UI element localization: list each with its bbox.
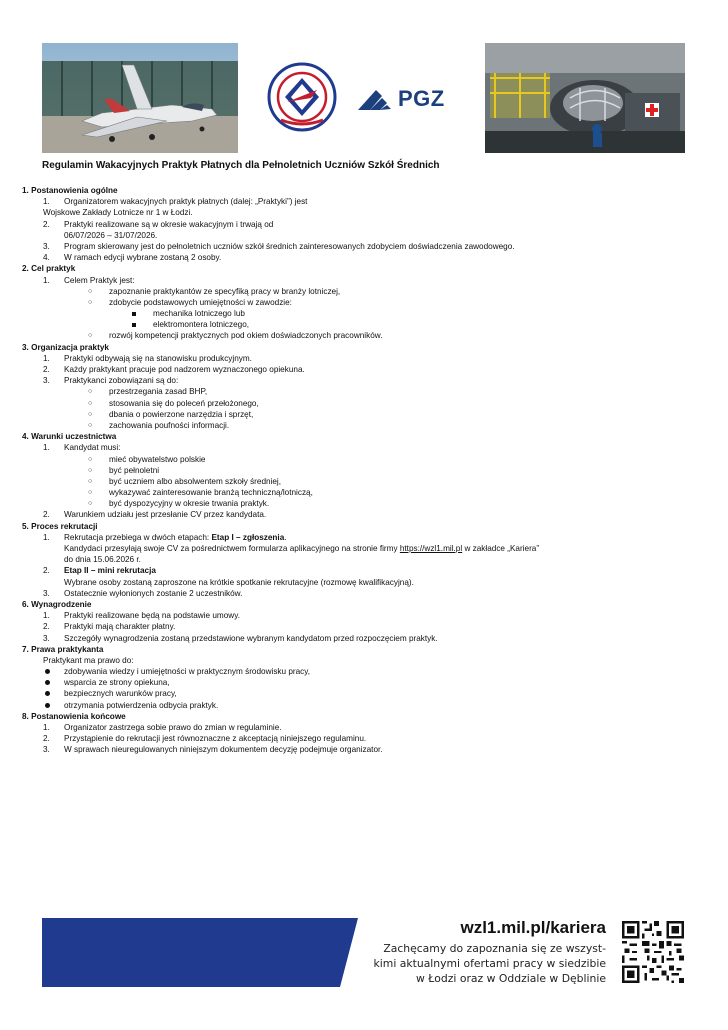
dot-bullet-icon [45,691,50,696]
item-number: 1. [43,197,50,207]
list-item: 3. Program skierowany jest do pełnoletnich uczniów szkół średnich zainteresowanych zdobyciem doświadczenia zawodowego. [43,241,515,251]
pgz-wordmark: PGZ [398,86,445,111]
sub-list-item: ○ rozwój kompetencji praktycznych pod okiem doświadczonych pracowników. [88,331,383,341]
circle-bullet-icon: ○ [88,455,93,463]
sub-list-item: ○ dbania o powierzone narzędzia i sprzęt, [88,409,254,419]
circle-bullet-icon: ○ [88,500,93,508]
list-item-continuation: do dnia 15.06.2026 r. [64,555,141,565]
pgz-logo [356,84,461,114]
list-item: 2. Praktyki realizowane są w okresie wakacyjnym i trwają od [43,219,274,229]
company-website-link[interactable]: https://wzl1.mil.pl [399,544,463,553]
item-number: 3. [43,633,50,643]
list-item-continuation: Wojskowe Zakłady Lotnicze nr 1 w Łodzi. [43,208,193,218]
item-number: 4. [43,253,50,263]
banner-shape [42,918,358,987]
sub-list-item: ○ wykazywać zainteresowanie branżą techniczną/lotniczą, [88,488,313,498]
list-item: 1. Organizator zastrzega sobie prawo do zmian w regulaminie. [43,723,282,732]
circle-bullet-icon: ○ [88,489,93,497]
bullet-item: otrzymania potwierdzenia odbycia praktyk. [22,700,702,711]
list-item: 1. Rekrutacja przebiega w dwóch etapach: Etap I – zgłoszenia. [43,532,287,542]
section-heading: 2. Cel praktyk [22,264,76,274]
section-heading: 3. Organizacja praktyk [22,342,109,352]
item-number: 3. [43,241,50,251]
stage-one-label: Etap I – zgłoszenia [211,532,285,542]
list-item: 3. Szczegóły wynagrodzenia zostaną przedstawione wybranym kandydatom przed rozpoczęciem praktyk. [43,633,438,643]
aircraft-photo [42,43,238,153]
footer-line: w Łodzi oraz w Oddziale w Dęblinie [415,972,606,985]
list-item [22,565,702,576]
list-item: 1. Praktyki realizowane będą na podstawie umowy. [43,611,240,621]
item-number: 2. [43,566,50,576]
item-number: 3. [43,745,50,755]
circle-bullet-icon: ○ [88,388,93,396]
footer-line: Zachęcamy do zapoznania się ze wszyst- [383,942,606,955]
section-heading: 8. Postanowienia końcowe [22,711,126,721]
sub-list-item: ○ być pełnoletni [88,465,160,475]
wzl-emblem-logo [267,62,337,132]
dot-bullet-icon [45,703,50,708]
circle-bullet-icon: ○ [88,399,93,407]
list-item: 2. Każdy praktykant pracuje pod nadzorem wyznaczonego opiekuna. [43,365,305,374]
list-item: 3. W sprawach nieuregulowanych niniejszym dokumentem decyzję podejmuje organizator. [43,745,383,755]
footer-line: kimi aktualnymi ofertami pracy w siedzibie [373,957,606,970]
item-number: 2. [43,219,50,229]
list-item: 1. Praktyki odbywają się na stanowisku produkcyjnym. [43,353,252,363]
engine-workshop-photo [485,43,685,153]
item-number: 3. [43,376,50,386]
list-item-continuation: 06/07/2026 – 31/07/2026. [64,230,158,240]
careers-url[interactable]: wzl1.mil.pl/kariera [460,918,606,937]
bullet-item: zdobywania wiedzy i umiejętności w praktycznym środowisku pracy, [22,666,702,677]
rights-intro: Praktykant ma prawo do: [43,655,134,665]
sub-list-item: ○ przestrzegania zasad BHP, [88,387,208,397]
item-number: 2. [43,622,50,632]
sub-list-item: ○ mieć obywatelstwo polskie [88,454,206,464]
sub-list-item: ○ zdobycie podstawowych umiejętności w zawodzie: [88,297,292,307]
pgz-mark-icon [356,86,394,112]
item-number: 1. [43,275,50,285]
item-number: 2. [43,734,50,744]
sub-list-item: ○ być uczniem albo absolwentem szkoły średniej, [88,476,282,486]
item-number: 1. [43,723,50,732]
section-heading: 6. Wynagrodzenie [22,599,92,609]
document-title: Regulamin Wakacyjnych Praktyk Płatnych dla Pełnoletnich Uczniów Szkół Średnich [42,160,440,171]
list-item: 1. Organizatorem wakacyjnych praktyk płatnych (dalej: „Praktyki”) jest [43,197,308,207]
item-number: 1. [43,443,50,453]
list-item: 4. W ramach edycji wybrane zostaną 2 osoby. [43,253,222,263]
item-number: 3. [43,588,50,598]
list-item: 1. Kandydat musi: [43,443,121,453]
circle-bullet-icon: ○ [88,298,93,306]
section-heading: 4. Warunki uczestnictwa [22,432,117,442]
section-heading: 1. Postanowienia ogólne [22,186,118,195]
stage-two-label: Etap II – mini rekrutacja [64,566,156,576]
item-number: 1. [43,611,50,621]
circle-bullet-icon: ○ [88,332,93,340]
square-bullet-icon [132,312,136,316]
circle-bullet-icon: ○ [88,466,93,474]
sub-list-item: ○ stosowania się do poleceń przełożonego, [88,398,259,408]
square-bullet-icon [132,323,136,327]
qr-code[interactable] [622,921,684,983]
circle-bullet-icon: ○ [88,421,93,429]
item-number: 1. [43,532,50,542]
list-item: 2. Warunkiem udziału jest przesłanie CV przez kandydata. [43,510,267,520]
sub-list-item: ○ zapoznanie praktykantów ze specyfiką pracy w branży lotniczej, [88,286,341,296]
circle-bullet-icon: ○ [88,477,93,485]
item-number: 1. [43,353,50,363]
dot-bullet-icon [45,680,50,685]
circle-bullet-icon: ○ [88,287,93,295]
sub-sub-list-item: mechanika lotniczego lub [22,308,702,319]
footer-banner [42,918,358,987]
section-heading: 5. Proces rekrutacji [22,521,98,531]
list-item: 3. Praktykanci zobowiązani są do: [43,376,179,386]
sub-list-item: ○ być dyspozycyjny w okresie trwania praktyk. [88,499,270,509]
list-item-continuation: Kandydaci przesyłają swoje CV za pośrednictwem formularza aplikacyjnego na stronie firmy https://wzl1.mil.pl w zakładce „Kariera” [64,544,540,553]
dot-bullet-icon [45,669,50,674]
list-item: 2. Przystąpienie do rekrutacji jest równoznaczne z akceptacją niniejszego regulaminu. [43,734,367,744]
item-number: 2. [43,365,50,374]
list-item: 3. Ostatecznie wyłonionych zostanie 2 uczestników. [43,588,243,598]
list-item: 2. Praktyki mają charakter płatny. [43,622,176,632]
bullet-item: wsparcia ze strony opiekuna, [22,677,702,688]
sub-sub-list-item: elektromontera lotniczego, [22,319,702,330]
item-number: 2. [43,510,50,520]
list-item: 1. Celem Praktyk jest: [43,275,135,285]
circle-bullet-icon: ○ [88,410,93,418]
list-item-continuation: Wybrane osoby zostaną zaproszone na krótkie spotkanie rekrutacyjne (rozmowę kwalifikacyjną). [64,577,414,587]
section-heading: 7. Prawa praktykanta [22,644,104,654]
footer-invitation [370,941,606,986]
sub-list-item: ○ zachowania poufności informacji. [88,420,230,430]
regulations-body [22,185,702,756]
bullet-item: bezpiecznych warunków pracy, [22,688,702,699]
